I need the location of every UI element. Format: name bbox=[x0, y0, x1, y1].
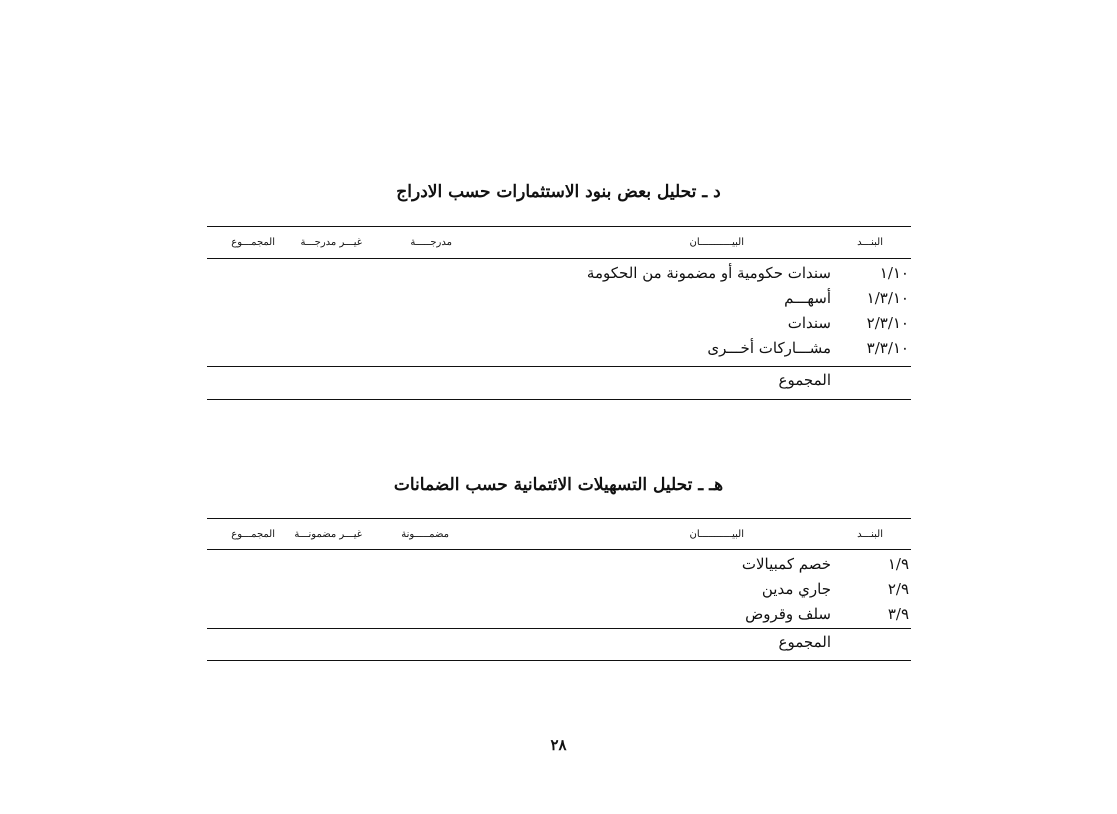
table-row bbox=[207, 555, 911, 579]
table-rule bbox=[207, 399, 911, 400]
table-row bbox=[207, 339, 911, 363]
table-rule bbox=[207, 628, 911, 629]
row-label: سلف وقروض bbox=[745, 605, 831, 623]
column-header-total: المجمـــوع bbox=[231, 237, 275, 248]
table-rule bbox=[207, 226, 911, 227]
total-row bbox=[207, 633, 911, 657]
row-label: خصم كمبيالات bbox=[741, 555, 831, 573]
column-header-item: البنـــد bbox=[857, 237, 883, 248]
section-h-title: هـ ـ تحليل التسهيلات الائتمانية حسب الضمانات bbox=[393, 475, 724, 495]
table-rule bbox=[207, 518, 911, 519]
row-label: سندات bbox=[787, 314, 831, 332]
total-label: المجموع bbox=[778, 371, 831, 389]
table-row bbox=[207, 314, 911, 338]
total-label: المجموع bbox=[778, 633, 831, 651]
credit-facilities-table bbox=[207, 518, 911, 668]
column-header-unlisted: غيـــر مدرجـــة bbox=[300, 237, 362, 248]
column-header-statement: البيـــــــــــان bbox=[689, 237, 744, 248]
table-rule bbox=[207, 549, 911, 550]
table-row bbox=[207, 264, 911, 288]
table-rule bbox=[207, 366, 911, 367]
page-number: ٢٨ bbox=[550, 736, 567, 754]
section-d-title: د ـ تحليل بعض بنود الاستثمارات حسب الادراج bbox=[396, 182, 721, 202]
row-code: ١/٣/١٠ bbox=[866, 289, 909, 307]
row-label: أسهـــم bbox=[784, 289, 831, 307]
column-header-item: البنـــد bbox=[857, 529, 883, 540]
row-label: مشـــاركات أخـــرى bbox=[707, 339, 831, 357]
row-code: ٢/٩ bbox=[887, 580, 909, 598]
row-label: جاري مدين bbox=[761, 580, 831, 598]
column-header-secured: مضمـــــونة bbox=[401, 529, 449, 540]
table-rule bbox=[207, 258, 911, 259]
row-code: ١/١٠ bbox=[879, 264, 909, 282]
row-code: ٢/٣/١٠ bbox=[866, 314, 909, 332]
investments-table bbox=[207, 226, 911, 406]
column-header-unsecured: غيـــر مضمونـــة bbox=[294, 529, 362, 540]
table-rule bbox=[207, 660, 911, 661]
row-code: ٣/٣/١٠ bbox=[866, 339, 909, 357]
row-label: سندات حكومية أو مضمونة من الحكومة bbox=[586, 264, 831, 282]
column-header-statement: البيـــــــــــان bbox=[689, 529, 744, 540]
row-code: ١/٩ bbox=[887, 555, 909, 573]
row-code: ٣/٩ bbox=[887, 605, 909, 623]
table-row bbox=[207, 580, 911, 604]
table-row bbox=[207, 605, 911, 629]
table-row bbox=[207, 289, 911, 313]
column-header-total: المجمـــوع bbox=[231, 529, 275, 540]
column-header-listed: مدرجـــــة bbox=[410, 237, 452, 248]
total-row bbox=[207, 371, 911, 395]
